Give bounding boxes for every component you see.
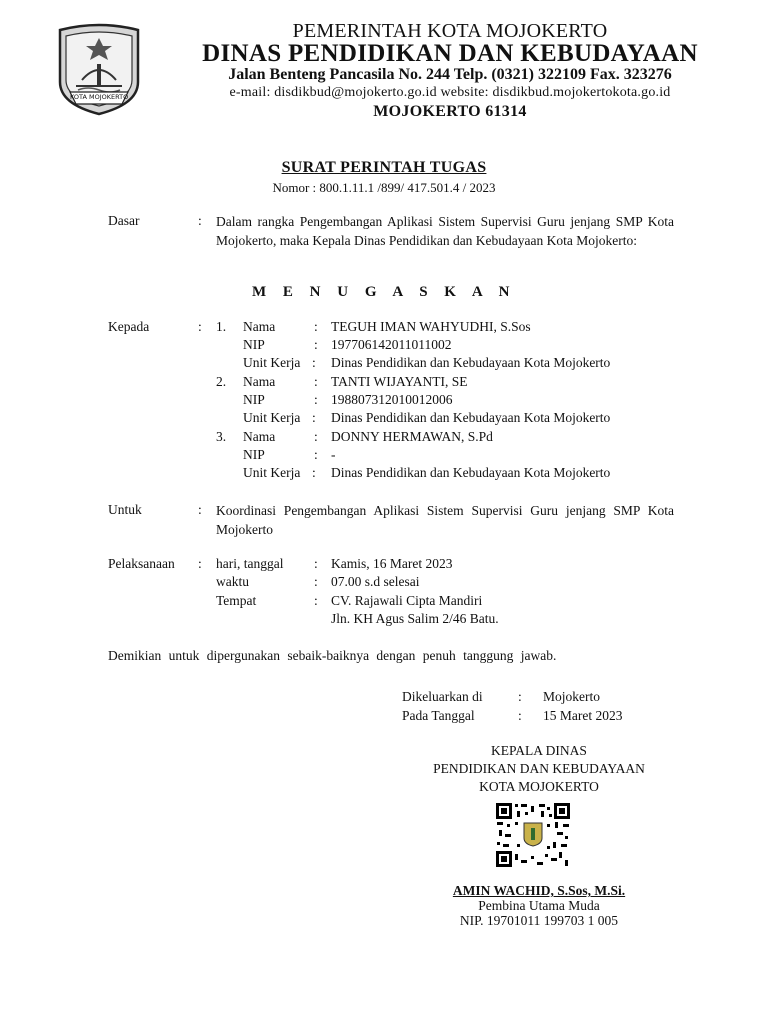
person-1-nama-label: Nama: [243, 319, 276, 334]
qr-code-signature: [495, 802, 571, 868]
person-1-unit-colon: :: [312, 355, 316, 370]
document-number: Nomor : 800.1.11.1 /899/ 417.501.4 / 2023: [272, 180, 496, 195]
person-3-unit: Dinas Pendidikan dan Kebudayaan Kota Mojokerto: [331, 465, 611, 480]
person-3-nip-colon: :: [314, 447, 318, 462]
pelaksanaan-label: Pelaksanaan: [108, 556, 175, 571]
person-2-unit: Dinas Pendidikan dan Kebudayaan Kota Mojokerto: [331, 410, 611, 425]
person-2-nama-colon: :: [314, 374, 318, 389]
issued-place: Mojokerto: [543, 689, 600, 704]
person-3-nama-label: Nama: [243, 429, 276, 444]
hari-tanggal-colon: :: [314, 556, 318, 571]
tempat-value: CV. Rajawali Cipta Mandiri: [331, 593, 483, 608]
person-2-nama: TANTI WIJAYANTI, SE: [331, 374, 468, 389]
person-2-nip: 198807312010012006: [331, 392, 453, 407]
hari-tanggal-value: Kamis, 16 Maret 2023: [331, 556, 453, 571]
signatory-title-2: PENDIDIKAN DAN KEBUDAYAAN: [433, 761, 645, 776]
person-2-unit-label: Unit Kerja: [243, 410, 301, 425]
untuk-label: Untuk: [108, 502, 142, 517]
kepada-colon: :: [198, 319, 202, 334]
issued-date-colon: :: [518, 708, 522, 723]
person-1-nama-colon: :: [314, 319, 318, 334]
person-3-nip: -: [331, 447, 336, 462]
kepada-label: Kepada: [108, 319, 150, 334]
person-3-number: 3.: [216, 429, 227, 444]
person-3-nip-label: NIP: [243, 447, 265, 462]
signatory-title-3: KOTA MOJOKERTO: [479, 779, 599, 794]
tempat-address: Jln. KH Agus Salim 2/46 Batu.: [331, 611, 499, 626]
address-line: Jalan Benteng Pancasila No. 244 Telp. (0321) 322109 Fax. 323276: [228, 66, 672, 83]
waktu-colon: :: [314, 574, 318, 589]
tempat-colon: :: [314, 593, 318, 608]
person-3-unit-label: Unit Kerja: [243, 465, 301, 480]
tempat-label: Tempat: [216, 593, 257, 608]
untuk-text: Koordinasi Pengembangan Aplikasi Sistem Supervisi Guru jenjang SMP Kota Mojokerto: [216, 503, 674, 537]
closing-statement: Demikian untuk dipergunakan sebaik-baiknya dengan penuh tanggung jawab.: [108, 648, 557, 663]
menugaskan-heading: M E N U G A S K A N: [252, 284, 516, 300]
pelaksanaan-colon: :: [198, 556, 202, 571]
person-1-unit-label: Unit Kerja: [243, 355, 301, 370]
waktu-value: 07.00 s.d selesai: [331, 574, 420, 589]
person-2-unit-colon: :: [312, 410, 316, 425]
person-2-number: 2.: [216, 374, 227, 389]
issued-place-label: Dikeluarkan di: [402, 689, 483, 704]
signatory-nip: NIP. 19701011 199703 1 005: [459, 913, 619, 928]
dasar-text: Dalam rangka Pengembangan Aplikasi Sistem Supervisi Guru jenjang SMP Kota Mojokerto, maka Kepala Dinas Pendidikan dan Kebudayaan Kota Mojokerto:: [216, 214, 674, 248]
issued-date: 15 Maret 2023: [543, 708, 623, 723]
person-2-nama-label: Nama: [243, 374, 276, 389]
signatory-title-1: KEPALA DINAS: [491, 743, 587, 758]
person-1-nip: 197706142011011002: [331, 337, 452, 352]
person-2-nip-label: NIP: [243, 392, 265, 407]
untuk-colon: :: [198, 502, 202, 517]
hari-tanggal-label: hari, tanggal: [216, 556, 284, 571]
logo-ribbon-text: KOTA MOJOKERTO: [70, 93, 129, 101]
person-3-nama-colon: :: [314, 429, 318, 444]
department-name: DINAS PENDIDIKAN DAN KEBUDAYAAN: [202, 40, 698, 67]
person-3-unit-colon: :: [312, 465, 316, 480]
dasar-colon: :: [198, 213, 202, 228]
person-3-nama: DONNY HERMAWAN, S.Pd: [331, 429, 493, 444]
issued-date-label: Pada Tanggal: [402, 708, 475, 723]
person-2-nip-colon: :: [314, 392, 318, 407]
person-1-nip-label: NIP: [243, 337, 265, 352]
waktu-label: waktu: [216, 574, 249, 589]
person-1-number: 1.: [216, 319, 227, 334]
person-1-nip-colon: :: [314, 337, 318, 352]
person-1-nama: TEGUH IMAN WAHYUDHI, S.Sos: [331, 319, 531, 334]
signatory-name: AMIN WACHID, S.Sos, M.Si.: [452, 883, 626, 898]
city-emblem-logo: [52, 20, 146, 118]
issued-place-colon: :: [518, 689, 522, 704]
government-name: PEMERINTAH KOTA MOJOKERTO: [292, 20, 608, 42]
contact-line: e-mail: disdikbud@mojokerto.go.id website: disdikbud.mojokertokota.go.id: [229, 85, 671, 100]
signatory-rank: Pembina Utama Muda: [478, 898, 600, 913]
city-postal: MOJOKERTO 61314: [373, 103, 527, 120]
person-1-unit: Dinas Pendidikan dan Kebudayaan Kota Mojokerto: [331, 355, 611, 370]
dasar-label: Dasar: [108, 213, 140, 228]
document-title: SURAT PERINTAH TUGAS: [281, 159, 487, 176]
